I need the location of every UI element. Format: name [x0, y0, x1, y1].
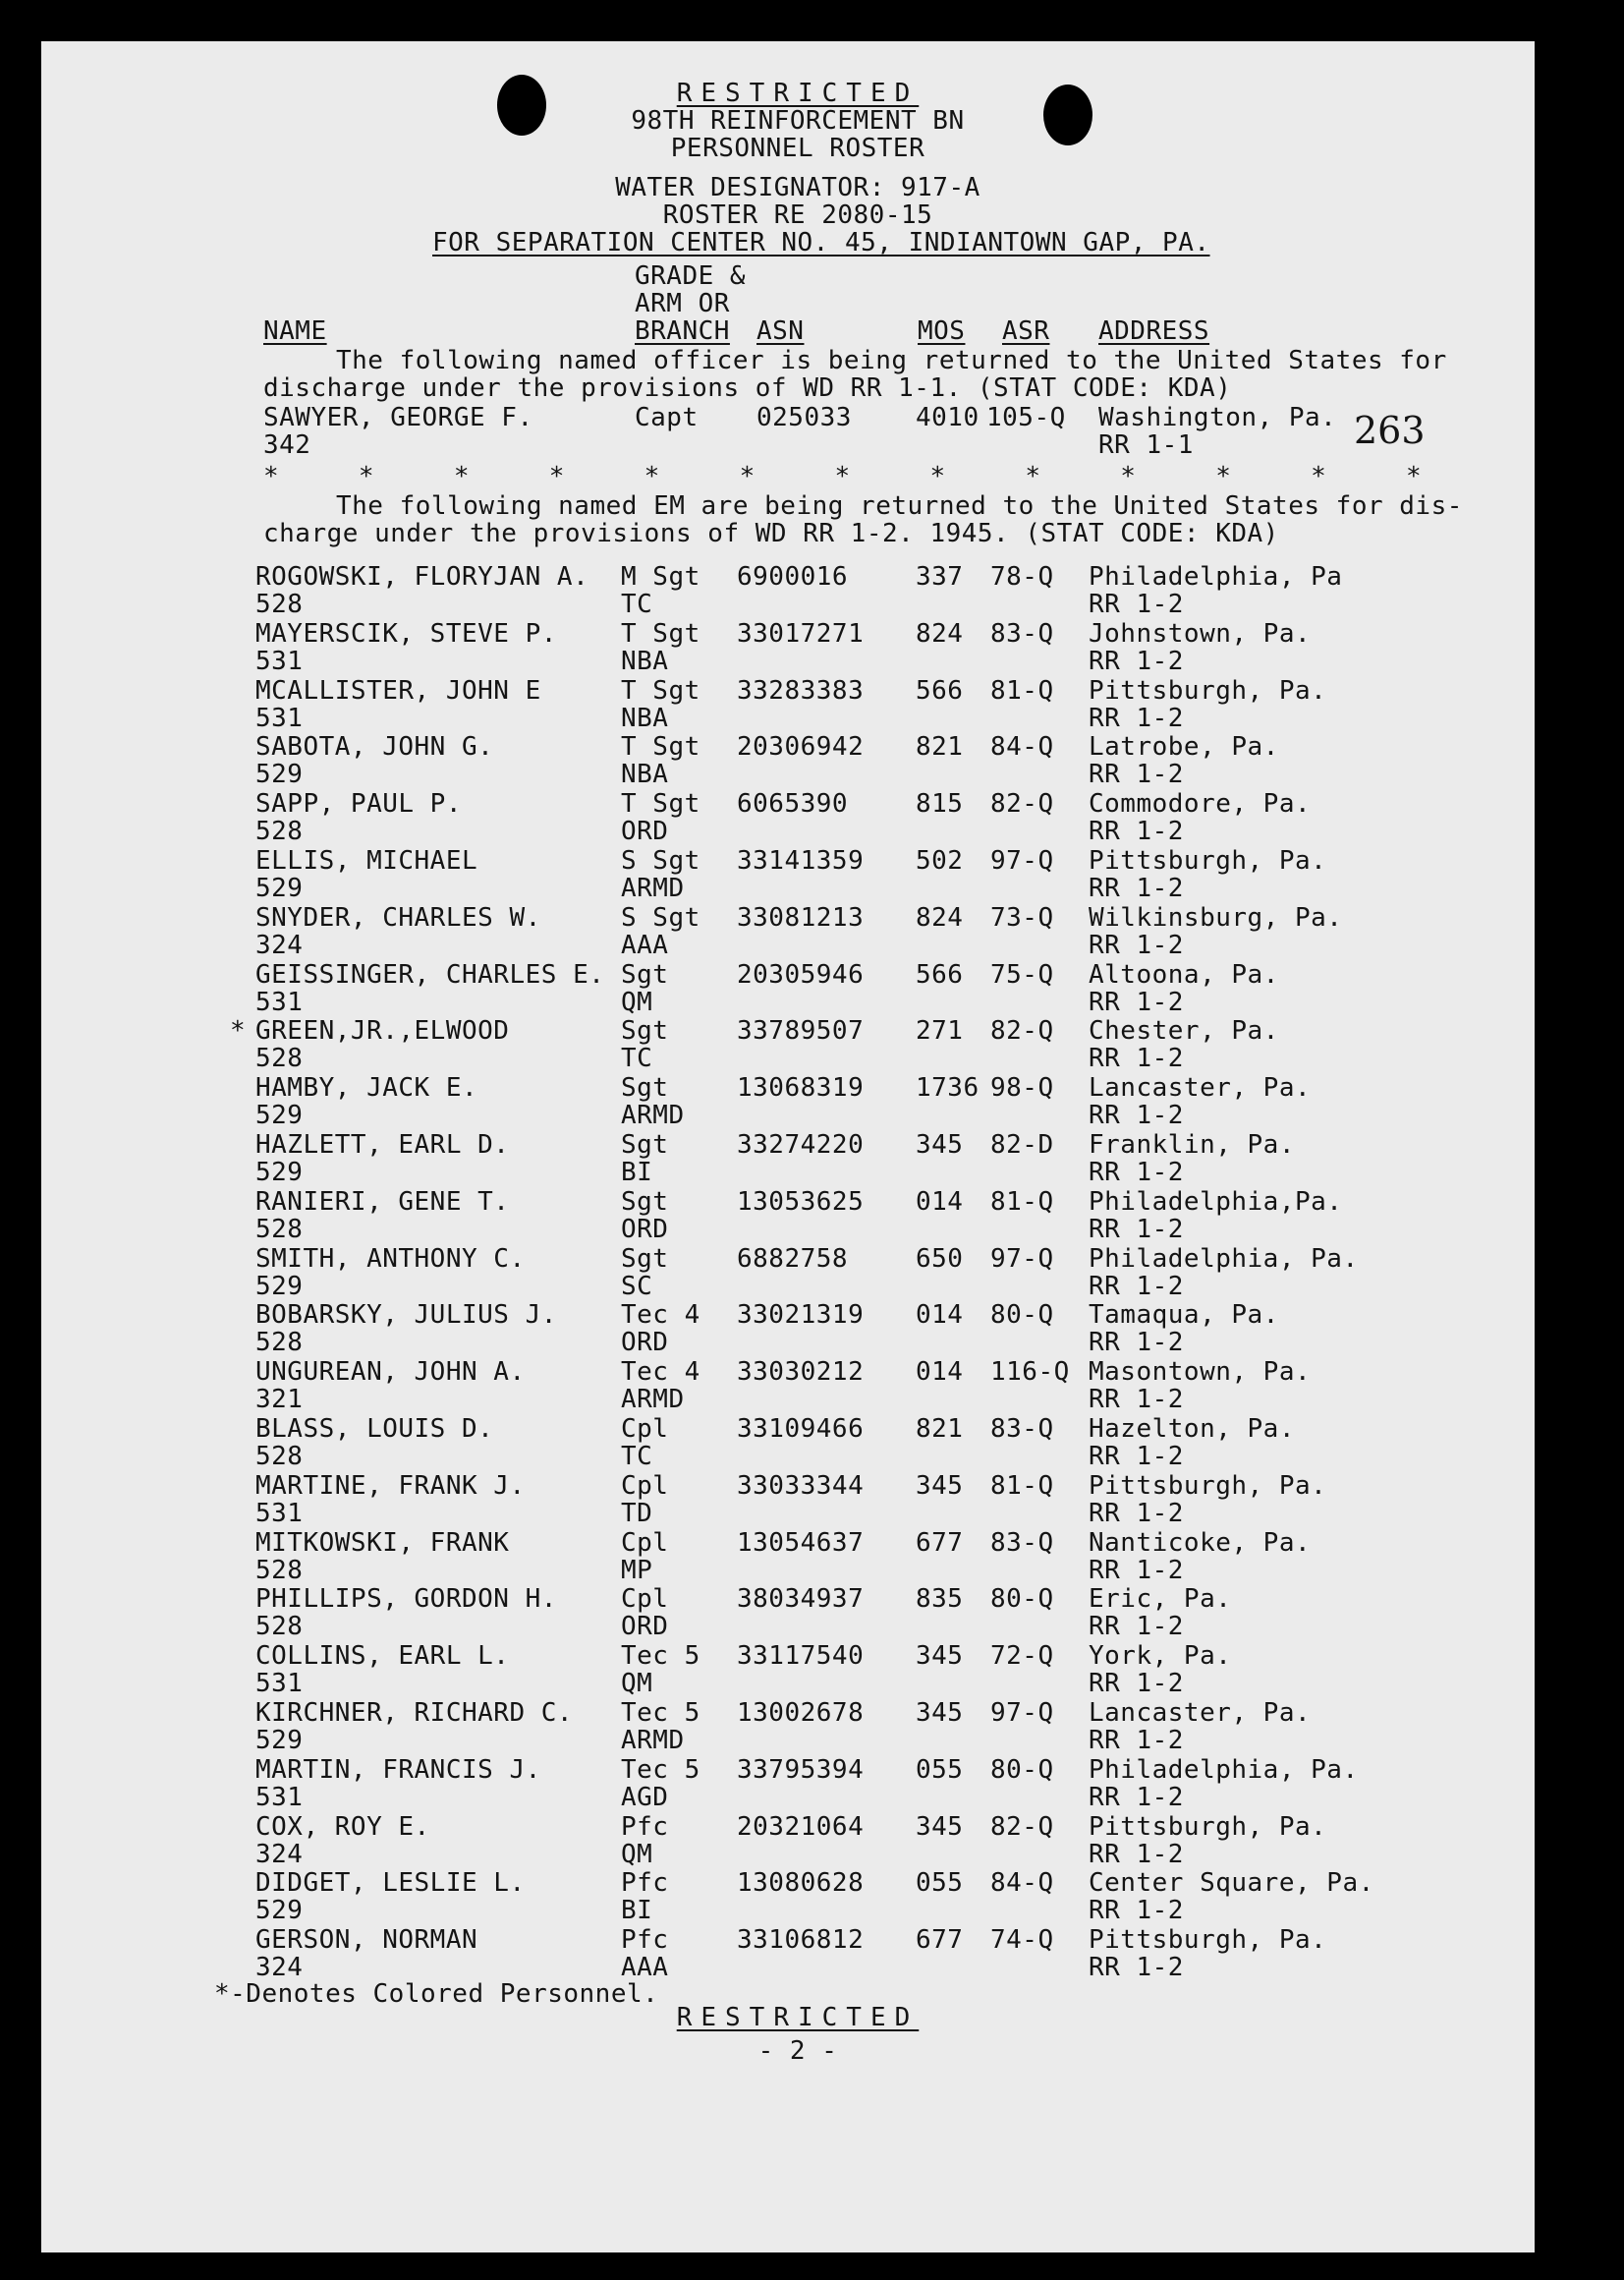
footnote: *-Denotes Colored Personnel. [214, 1979, 659, 2009]
row-asr: 78-Q [990, 562, 1054, 592]
row-mos: 677 [916, 1528, 964, 1558]
col-asn: ASN [756, 316, 805, 346]
row-rr: RR 1-2 [1089, 1044, 1184, 1073]
row-name: HAMBY, JACK E. [255, 1073, 478, 1103]
row-asr: 83-Q [990, 619, 1054, 649]
row-grade: Sgt [621, 960, 669, 990]
row-asr: 83-Q [990, 1528, 1054, 1558]
row-branch: ARMD [621, 874, 685, 903]
row-mark: * [230, 1016, 247, 1046]
row-mos: 821 [916, 1414, 964, 1444]
row-address: Wilkinsburg, Pa. [1089, 903, 1343, 933]
row-mos: 271 [916, 1016, 964, 1046]
row-name: ROGOWSKI, FLORYJAN A. [255, 562, 589, 592]
row-rr: RR 1-2 [1089, 1726, 1184, 1755]
roster-number: ROSTER RE 2080-15 [662, 200, 933, 230]
officer-intro-line1: The following named officer is being returned to the United States for [336, 346, 1447, 375]
row-rr: RR 1-2 [1089, 1385, 1184, 1414]
row-address: Franklin, Pa. [1089, 1130, 1295, 1160]
row-mos: 815 [916, 789, 964, 819]
row-asn: 33033344 [737, 1471, 865, 1501]
row-rr: RR 1-2 [1089, 988, 1184, 1017]
row-asr: 97-Q [990, 1698, 1054, 1728]
row-code: 529 [255, 1726, 304, 1755]
row-asn: 33030212 [737, 1357, 865, 1387]
row-branch: AAA [621, 931, 669, 960]
restricted-header: RESTRICTED [676, 79, 920, 108]
row-code: 529 [255, 1896, 304, 1925]
row-code: 528 [255, 1612, 304, 1641]
officer-rr: RR 1-1 [1098, 430, 1194, 460]
row-name: MARTINE, FRANK J. [255, 1471, 526, 1501]
water-designator: WATER DESIGNATOR: 917-A [615, 173, 980, 202]
row-code: 528 [255, 1328, 304, 1357]
row-address: Center Square, Pa. [1089, 1868, 1374, 1898]
row-name: MCALLISTER, JOHN E [255, 676, 541, 706]
row-asr: 81-Q [990, 676, 1054, 706]
row-mos: 014 [916, 1357, 964, 1387]
document-page [41, 41, 1535, 2252]
row-code: 529 [255, 1101, 304, 1130]
row-rr: RR 1-2 [1089, 1442, 1184, 1471]
row-branch: NBA [621, 760, 669, 789]
row-mos: 824 [916, 903, 964, 933]
restricted-footer: RESTRICTED [676, 2003, 920, 2032]
row-branch: QM [621, 1669, 653, 1698]
row-branch: ARMD [621, 1385, 685, 1414]
row-rr: RR 1-2 [1089, 704, 1184, 733]
row-name: DIDGET, LESLIE L. [255, 1868, 526, 1898]
row-asn: 33283383 [737, 676, 865, 706]
row-name: COLLINS, EARL L. [255, 1641, 510, 1671]
row-name: ELLIS, MICHAEL [255, 846, 478, 876]
row-asn: 33021319 [737, 1300, 865, 1330]
row-asn: 33117540 [737, 1641, 865, 1671]
row-asn: 20305946 [737, 960, 865, 990]
row-asn: 33789507 [737, 1016, 865, 1046]
row-grade: T Sgt [621, 789, 700, 819]
row-address: Pittsburgh, Pa. [1089, 1812, 1327, 1842]
separator-stars: * * * * * * * * * * * * * [263, 462, 1423, 491]
row-mos: 055 [916, 1755, 964, 1785]
row-code: 528 [255, 1215, 304, 1244]
row-rr: RR 1-2 [1089, 1499, 1184, 1528]
row-name: SMITH, ANTHONY C. [255, 1244, 526, 1274]
row-code: 531 [255, 988, 304, 1017]
row-asr: 72-Q [990, 1641, 1054, 1671]
row-asr: 81-Q [990, 1471, 1054, 1501]
row-code: 324 [255, 1840, 304, 1869]
row-address: Pittsburgh, Pa. [1089, 676, 1327, 706]
row-grade: S Sgt [621, 903, 700, 933]
row-name: MARTIN, FRANCIS J. [255, 1755, 541, 1785]
row-branch: TC [621, 1442, 653, 1471]
row-code: 528 [255, 1442, 304, 1471]
row-mos: 345 [916, 1130, 964, 1160]
row-asr: 80-Q [990, 1300, 1054, 1330]
row-grade: M Sgt [621, 562, 700, 592]
row-mos: 345 [916, 1641, 964, 1671]
row-mos: 824 [916, 619, 964, 649]
row-mos: 566 [916, 676, 964, 706]
row-branch: SC [621, 1272, 653, 1301]
row-grade: T Sgt [621, 732, 700, 762]
row-branch: BI [621, 1158, 653, 1187]
row-rr: RR 1-2 [1089, 874, 1184, 903]
row-asr: 97-Q [990, 1244, 1054, 1274]
row-asr: 75-Q [990, 960, 1054, 990]
row-address: Lancaster, Pa. [1089, 1698, 1312, 1728]
row-asr: 74-Q [990, 1925, 1054, 1955]
row-address: Philadelphia, Pa. [1089, 1244, 1359, 1274]
row-branch: AGD [621, 1783, 669, 1812]
row-code: 528 [255, 817, 304, 846]
row-rr: RR 1-2 [1089, 1328, 1184, 1357]
row-grade: Cpl [621, 1471, 669, 1501]
row-name: RANIERI, GENE T. [255, 1187, 510, 1217]
row-code: 529 [255, 1272, 304, 1301]
row-asn: 33795394 [737, 1755, 865, 1785]
row-grade: Cpl [621, 1414, 669, 1444]
row-grade: Pfc [621, 1812, 669, 1842]
officer-asn: 025033 [756, 403, 852, 432]
row-grade: Tec 4 [621, 1357, 700, 1387]
row-branch: ORD [621, 817, 669, 846]
em-intro-line1: The following named EM are being returned to the United States for dis- [336, 491, 1463, 521]
row-asn: 33274220 [737, 1130, 865, 1160]
row-name: SNYDER, CHARLES W. [255, 903, 541, 933]
row-rr: RR 1-2 [1089, 1556, 1184, 1585]
row-rr: RR 1-2 [1089, 817, 1184, 846]
row-name: GEISSINGER, CHARLES E. [255, 960, 605, 990]
row-code: 531 [255, 1499, 304, 1528]
row-asr: 84-Q [990, 1868, 1054, 1898]
row-address: Lancaster, Pa. [1089, 1073, 1312, 1103]
row-code: 528 [255, 1556, 304, 1585]
officer-mos: 4010 [916, 403, 980, 432]
col-mos: MOS [918, 316, 966, 346]
row-code: 321 [255, 1385, 304, 1414]
row-mos: 345 [916, 1812, 964, 1842]
row-branch: ARMD [621, 1101, 685, 1130]
row-grade: Sgt [621, 1016, 669, 1046]
row-code: 529 [255, 1158, 304, 1187]
row-branch: ORD [621, 1612, 669, 1641]
row-asn: 33106812 [737, 1925, 865, 1955]
row-asn: 13054637 [737, 1528, 865, 1558]
row-asr: 83-Q [990, 1414, 1054, 1444]
row-code: 529 [255, 874, 304, 903]
stamped-page-number: 263 [1354, 409, 1426, 452]
row-branch: MP [621, 1556, 653, 1585]
row-address: York, Pa. [1089, 1641, 1232, 1671]
col-grade-line1: GRADE & [635, 261, 747, 291]
row-mos: 345 [916, 1471, 964, 1501]
row-asn: 20306942 [737, 732, 865, 762]
row-code: 531 [255, 647, 304, 676]
row-address: Masontown, Pa. [1089, 1357, 1312, 1387]
row-name: MITKOWSKI, FRANK [255, 1528, 510, 1558]
col-address: ADDRESS [1098, 316, 1210, 346]
row-asn: 6900016 [737, 562, 849, 592]
row-code: 528 [255, 1044, 304, 1073]
row-mos: 1736 [916, 1073, 980, 1103]
row-grade: Sgt [621, 1130, 669, 1160]
row-name: GREEN,JR.,ELWOOD [255, 1016, 510, 1046]
row-code: 529 [255, 760, 304, 789]
row-asr: 82-Q [990, 1812, 1054, 1842]
row-grade: T Sgt [621, 676, 700, 706]
row-address: Latrobe, Pa. [1089, 732, 1279, 762]
row-name: COX, ROY E. [255, 1812, 430, 1842]
row-code: 531 [255, 704, 304, 733]
row-mos: 835 [916, 1584, 964, 1614]
row-address: Hazelton, Pa. [1089, 1414, 1295, 1444]
row-branch: AAA [621, 1953, 669, 1982]
destination-line: FOR SEPARATION CENTER NO. 45, INDIANTOWN GAP, PA. [432, 228, 1210, 257]
row-name: UNGUREAN, JOHN A. [255, 1357, 526, 1387]
roster-title: PERSONNEL ROSTER [670, 134, 925, 163]
row-grade: Cpl [621, 1528, 669, 1558]
row-code: 528 [255, 590, 304, 619]
row-rr: RR 1-2 [1089, 760, 1184, 789]
row-mos: 821 [916, 732, 964, 762]
unit-title: 98TH REINFORCEMENT BN [631, 106, 965, 136]
row-address: Commodore, Pa. [1089, 789, 1312, 819]
row-branch: ARMD [621, 1726, 685, 1755]
row-asr: 97-Q [990, 846, 1054, 876]
row-asr: 116-Q [990, 1357, 1070, 1387]
row-asn: 6882758 [737, 1244, 849, 1274]
row-branch: NBA [621, 647, 669, 676]
row-asr: 82-Q [990, 1016, 1054, 1046]
row-name: GERSON, NORMAN [255, 1925, 478, 1955]
row-asr: 80-Q [990, 1584, 1054, 1614]
officer-code: 342 [263, 430, 311, 460]
row-mos: 566 [916, 960, 964, 990]
page-number: - 2 - [757, 2036, 838, 2066]
row-address: Eric, Pa. [1089, 1584, 1232, 1614]
row-grade: Sgt [621, 1073, 669, 1103]
row-branch: NBA [621, 704, 669, 733]
col-name: NAME [263, 316, 327, 346]
row-code: 324 [255, 931, 304, 960]
row-address: Pittsburgh, Pa. [1089, 1471, 1327, 1501]
row-asn: 20321064 [737, 1812, 865, 1842]
row-grade: Tec 5 [621, 1698, 700, 1728]
row-grade: Tec 4 [621, 1300, 700, 1330]
row-asn: 33081213 [737, 903, 865, 933]
row-asn: 13080628 [737, 1868, 865, 1898]
row-name: MAYERSCIK, STEVE P. [255, 619, 557, 649]
row-rr: RR 1-2 [1089, 931, 1184, 960]
row-asn: 6065390 [737, 789, 849, 819]
row-mos: 014 [916, 1300, 964, 1330]
row-mos: 677 [916, 1925, 964, 1955]
row-grade: Pfc [621, 1868, 669, 1898]
row-mos: 337 [916, 562, 964, 592]
row-branch: BI [621, 1896, 653, 1925]
row-asn: 33109466 [737, 1414, 865, 1444]
row-rr: RR 1-2 [1089, 1272, 1184, 1301]
row-name: BOBARSKY, JULIUS J. [255, 1300, 557, 1330]
row-address: Nanticoke, Pa. [1089, 1528, 1312, 1558]
row-asr: 84-Q [990, 732, 1054, 762]
row-rr: RR 1-2 [1089, 1953, 1184, 1982]
row-rr: RR 1-2 [1089, 590, 1184, 619]
row-asr: 81-Q [990, 1187, 1054, 1217]
row-rr: RR 1-2 [1089, 647, 1184, 676]
row-grade: Sgt [621, 1187, 669, 1217]
officer-name: SAWYER, GEORGE F. [263, 403, 533, 432]
row-asr: 73-Q [990, 903, 1054, 933]
row-asn: 13002678 [737, 1698, 865, 1728]
officer-intro-line2: discharge under the provisions of WD RR 1-1. (STAT CODE: KDA) [263, 373, 1232, 403]
row-name: HAZLETT, EARL D. [255, 1130, 510, 1160]
row-grade: T Sgt [621, 619, 700, 649]
row-mos: 014 [916, 1187, 964, 1217]
row-mos: 502 [916, 846, 964, 876]
row-rr: RR 1-2 [1089, 1669, 1184, 1698]
row-mos: 650 [916, 1244, 964, 1274]
row-address: Tamaqua, Pa. [1089, 1300, 1279, 1330]
row-address: Philadelphia, Pa. [1089, 1755, 1359, 1785]
row-address: Chester, Pa. [1089, 1016, 1279, 1046]
col-grade-line2: ARM OR [635, 289, 730, 318]
row-mos: 345 [916, 1698, 964, 1728]
row-asr: 80-Q [990, 1755, 1054, 1785]
officer-asr: 105-Q [986, 403, 1066, 432]
row-grade: Tec 5 [621, 1755, 700, 1785]
row-name: KIRCHNER, RICHARD C. [255, 1698, 574, 1728]
row-address: Johnstown, Pa. [1089, 619, 1312, 649]
row-branch: TC [621, 590, 653, 619]
row-address: Altoona, Pa. [1089, 960, 1279, 990]
row-asr: 82-D [990, 1130, 1054, 1160]
em-intro-line2: charge under the provisions of WD RR 1-2. 1945. (STAT CODE: KDA) [263, 519, 1279, 548]
row-name: BLASS, LOUIS D. [255, 1414, 494, 1444]
row-rr: RR 1-2 [1089, 1783, 1184, 1812]
row-asn: 33017271 [737, 619, 865, 649]
row-rr: RR 1-2 [1089, 1158, 1184, 1187]
row-name: PHILLIPS, GORDON H. [255, 1584, 557, 1614]
row-branch: QM [621, 1840, 653, 1869]
row-asn: 13053625 [737, 1187, 865, 1217]
row-rr: RR 1-2 [1089, 1101, 1184, 1130]
officer-address: Washington, Pa. [1098, 403, 1337, 432]
row-code: 531 [255, 1783, 304, 1812]
row-branch: ORD [621, 1328, 669, 1357]
row-address: Philadelphia, Pa [1089, 562, 1343, 592]
row-asn: 13068319 [737, 1073, 865, 1103]
row-asn: 38034937 [737, 1584, 865, 1614]
row-branch: TD [621, 1499, 653, 1528]
row-name: SABOTA, JOHN G. [255, 732, 494, 762]
col-asr: ASR [1002, 316, 1050, 346]
row-grade: Pfc [621, 1925, 669, 1955]
row-branch: QM [621, 988, 653, 1017]
row-branch: TC [621, 1044, 653, 1073]
row-asn: 33141359 [737, 846, 865, 876]
row-rr: RR 1-2 [1089, 1896, 1184, 1925]
row-grade: S Sgt [621, 846, 700, 876]
col-grade-line3: BRANCH [635, 316, 730, 346]
row-asr: 98-Q [990, 1073, 1054, 1103]
row-address: Philadelphia,Pa. [1089, 1187, 1343, 1217]
row-address: Pittsburgh, Pa. [1089, 846, 1327, 876]
row-code: 531 [255, 1669, 304, 1698]
row-grade: Sgt [621, 1244, 669, 1274]
row-rr: RR 1-2 [1089, 1215, 1184, 1244]
row-code: 324 [255, 1953, 304, 1982]
row-mos: 055 [916, 1868, 964, 1898]
row-address: Pittsburgh, Pa. [1089, 1925, 1327, 1955]
row-grade: Cpl [621, 1584, 669, 1614]
row-branch: ORD [621, 1215, 669, 1244]
row-name: SAPP, PAUL P. [255, 789, 462, 819]
row-rr: RR 1-2 [1089, 1840, 1184, 1869]
row-rr: RR 1-2 [1089, 1612, 1184, 1641]
officer-grade: Capt [635, 403, 699, 432]
row-grade: Tec 5 [621, 1641, 700, 1671]
row-asr: 82-Q [990, 789, 1054, 819]
